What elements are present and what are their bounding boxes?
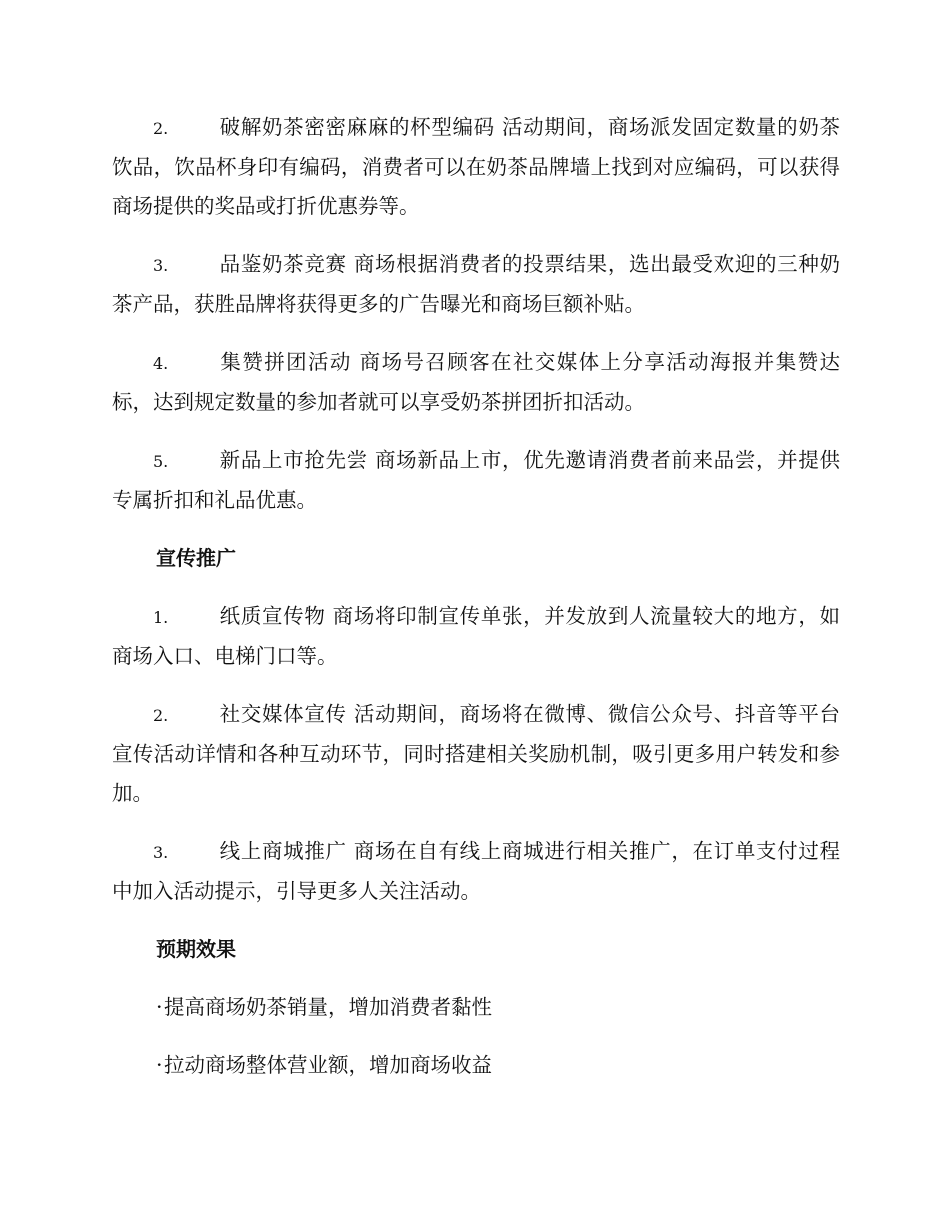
promotion-item-2 [112, 695, 840, 813]
item-number: 5. [153, 452, 169, 471]
item-number: 1. [153, 608, 169, 627]
promotion-item-1 [112, 597, 840, 676]
item-text: 纸质宣传物 商场将印制宣传单张，并发放到人流量较大的地方，如商场入口、电梯门口等。 [112, 604, 840, 668]
activity-item-2 [112, 108, 840, 226]
item-text: 破解奶茶密密麻麻的杯型编码 活动期间，商场派发固定数量的奶茶饮品，饮品杯身印有编码，消费者可以在奶茶品牌墙上找到对应编码，可以获得商场提供的奖品或打折优惠券等。 [112, 115, 840, 218]
effects-heading: 预期效果 [156, 937, 236, 961]
item-number: 2. [153, 119, 169, 138]
activity-item-5 [112, 441, 840, 520]
item-number: 2. [153, 706, 169, 725]
bullet-text: 拉动商场整体营业额，增加商场收益 [164, 1053, 492, 1077]
activity-item-4 [112, 343, 840, 422]
bullet-text: 提高商场奶茶销量，增加消费者黏性 [164, 995, 492, 1019]
bullet-dot: · [156, 1053, 163, 1077]
item-text: 社交媒体宣传 活动期间，商场将在微博、微信公众号、抖音等平台宣传活动详情和各种互动环节，同时搭建相关奖励机制，吸引更多用户转发和参加。 [112, 702, 840, 805]
item-number: 4. [153, 354, 169, 373]
effects-bullet-item [112, 988, 840, 1027]
item-number: 3. [153, 256, 169, 275]
item-number: 3. [153, 843, 169, 862]
effects-bullet-item [112, 1046, 840, 1085]
promotion-heading: 宣传推广 [156, 546, 236, 570]
item-text: 品鉴奶茶竞赛 商场根据消费者的投票结果，选出最受欢迎的三种奶茶产品，获胜品牌将获得更多的广告曝光和商场巨额补贴。 [112, 252, 840, 316]
promotion-item-3 [112, 832, 840, 911]
activity-item-3 [112, 245, 840, 324]
item-text: 新品上市抢先尝 商场新品上市，优先邀请消费者前来品尝，并提供专属折扣和礼品优惠。 [112, 448, 840, 512]
bullet-dot: · [156, 995, 163, 1019]
item-text: 线上商城推广 商场在自有线上商城进行相关推广，在订单支付过程中加入活动提示，引导更多人关注活动。 [112, 839, 840, 903]
item-text: 集赞拼团活动 商场号召顾客在社交媒体上分享活动海报并集赞达标，达到规定数量的参加者就可以享受奶茶拼团折扣活动。 [112, 350, 840, 414]
document-page [112, 108, 840, 1104]
